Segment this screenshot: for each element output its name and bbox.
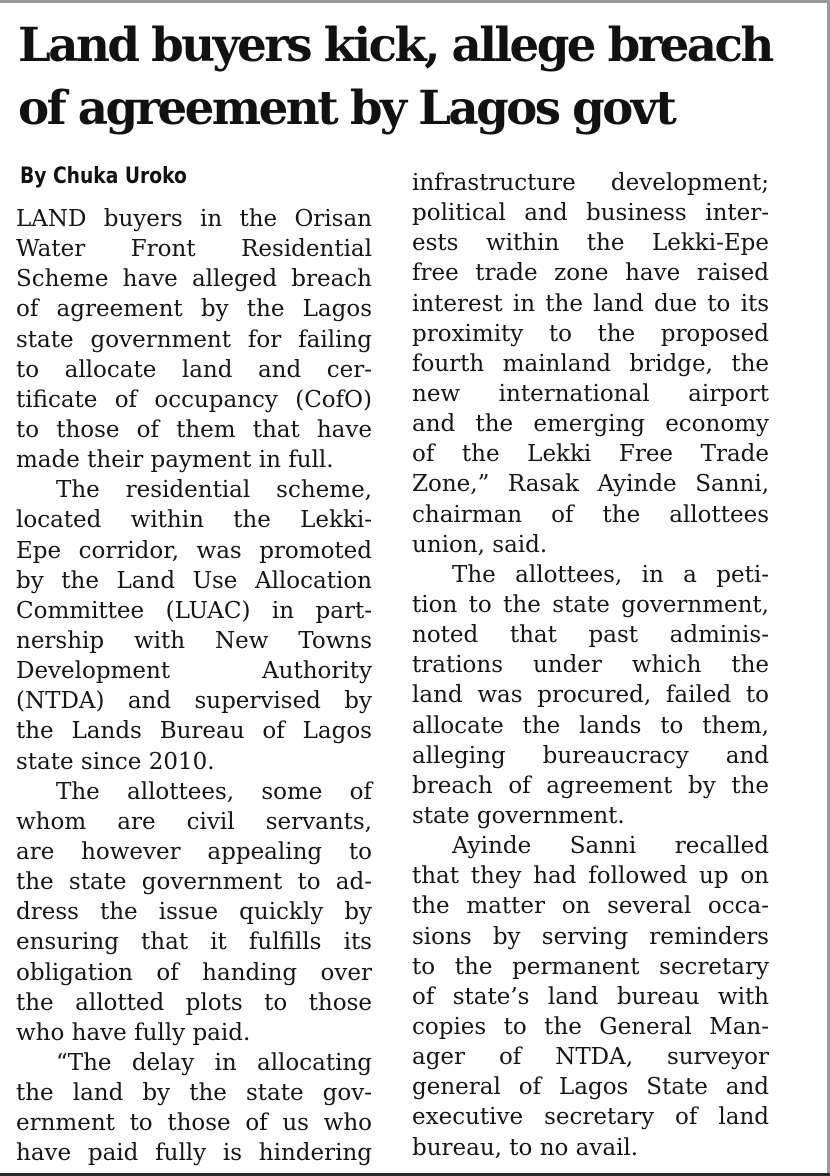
- right-column-line: The allottees, in a peti-: [452, 561, 769, 588]
- right-column-line: bureau, to no avail.: [412, 1134, 639, 1161]
- right-column-line: Ayinde Sanni recalled: [452, 833, 769, 860]
- right-column-line: ests within the Lekki-Epe: [412, 230, 769, 257]
- right-column-line: political and business inter-: [412, 200, 769, 227]
- left-column-line: located within the Lekki-: [16, 507, 372, 534]
- left-column-line: to allocate land and cer-: [16, 356, 372, 383]
- left-column-line: LAND buyers in the Orisan: [16, 206, 372, 232]
- right-column-line: executive secretary of land: [412, 1104, 769, 1131]
- right-column-line: general of Lagos State and: [412, 1074, 769, 1101]
- left-column-line: Development Authority: [16, 658, 372, 685]
- right-column-line: land was procured, failed to: [412, 682, 769, 709]
- article-column-right: [412, 168, 769, 1163]
- left-column-line: ensuring that it fulfills its: [16, 929, 372, 956]
- right-column-line: infrastructure development;: [412, 170, 769, 196]
- right-column-line: tion to the state government,: [412, 591, 769, 618]
- left-column-line: the land by the state gov-: [16, 1080, 372, 1107]
- left-column-line: Committee (LUAC) in part-: [16, 597, 372, 624]
- right-column-line: ager of NTDA, surveyor: [412, 1044, 769, 1071]
- right-column-line: breach of agreement by the: [412, 772, 769, 799]
- right-column-line: union, said.: [412, 531, 548, 558]
- headline-line-2: of agreement by Lagos govt: [18, 81, 675, 136]
- left-column-line: Scheme have alleged breach: [16, 266, 372, 293]
- left-column-line: nership with New Towns: [16, 627, 372, 654]
- left-column-line: Epe corridor, was promoted: [16, 537, 372, 564]
- left-column-line: The residential scheme,: [56, 477, 372, 504]
- right-column-line: noted that past adminis-: [412, 622, 769, 649]
- left-column-line: Water Front Residential: [16, 236, 372, 263]
- left-column-line: obligation of handing over: [16, 959, 372, 986]
- left-column-line: by the Land Use Allocation: [16, 567, 372, 594]
- left-column-line: “The delay in allocating: [56, 1049, 372, 1076]
- left-column-line: of agreement by the Lagos: [16, 296, 372, 323]
- right-column-line: of state’s land bureau with: [412, 983, 769, 1010]
- left-column-line: dress the issue quickly by: [16, 899, 372, 926]
- left-column-line: tificate of occupancy (CofO): [16, 386, 372, 413]
- right-column-line: Zone,” Rasak Ayinde Sanni,: [412, 471, 769, 498]
- left-column-line: to those of them that have: [16, 416, 372, 443]
- left-column-line: made their payment in full.: [16, 447, 334, 474]
- article-headline: [18, 14, 818, 140]
- right-column-line: state government.: [412, 802, 625, 829]
- article-byline: By Chuka Uroko: [20, 164, 187, 189]
- left-column-line: who have fully paid.: [16, 1019, 251, 1046]
- right-column-line: copies to the General Man-: [412, 1013, 769, 1040]
- top-border-rule: [0, 0, 830, 3]
- left-column-line: are however appealing to: [16, 838, 372, 865]
- right-column-line: of the Lekki Free Trade: [412, 441, 769, 468]
- right-column-line: the matter on several occa-: [412, 893, 769, 920]
- left-column-line: the allotted plots to those: [16, 989, 372, 1016]
- right-column-line: interest in the land due to its: [412, 290, 769, 317]
- headline-line-1: Land buyers kick, allege breach: [18, 18, 772, 73]
- left-column-line: ernment to those of us who: [16, 1110, 372, 1137]
- left-column-line: whom are civil servants,: [16, 808, 372, 835]
- right-column-line: proximity to the proposed: [412, 320, 769, 347]
- right-column-line: trations under which the: [412, 652, 769, 679]
- right-column-line: sions by serving reminders: [412, 923, 769, 950]
- right-column-line: alleging bureaucracy and: [412, 742, 769, 769]
- left-column-line: the Lands Bureau of Lagos: [16, 718, 372, 745]
- right-column-line: free trade zone have raised: [412, 260, 769, 287]
- right-column-line: and the emerging economy: [412, 411, 769, 438]
- right-column-line: new international airport: [412, 380, 769, 407]
- left-column-line: the state government to ad-: [16, 869, 372, 896]
- left-column-line: The allottees, some of: [56, 778, 372, 805]
- right-column-line: that they had followed up on: [412, 863, 769, 890]
- left-column-line: state since 2010.: [16, 748, 215, 775]
- right-column-line: chairman of the allottees: [412, 501, 769, 528]
- left-column-line: (NTDA) and supervised by: [16, 688, 372, 715]
- right-column-line: to the permanent secretary: [412, 953, 769, 980]
- left-column-line: have paid fully is hindering: [16, 1140, 372, 1167]
- left-column-line: state government for failing: [16, 326, 372, 353]
- right-column-line: fourth mainland bridge, the: [412, 350, 769, 377]
- article-column-left: [16, 204, 372, 1169]
- right-column-line: allocate the lands to them,: [412, 712, 769, 739]
